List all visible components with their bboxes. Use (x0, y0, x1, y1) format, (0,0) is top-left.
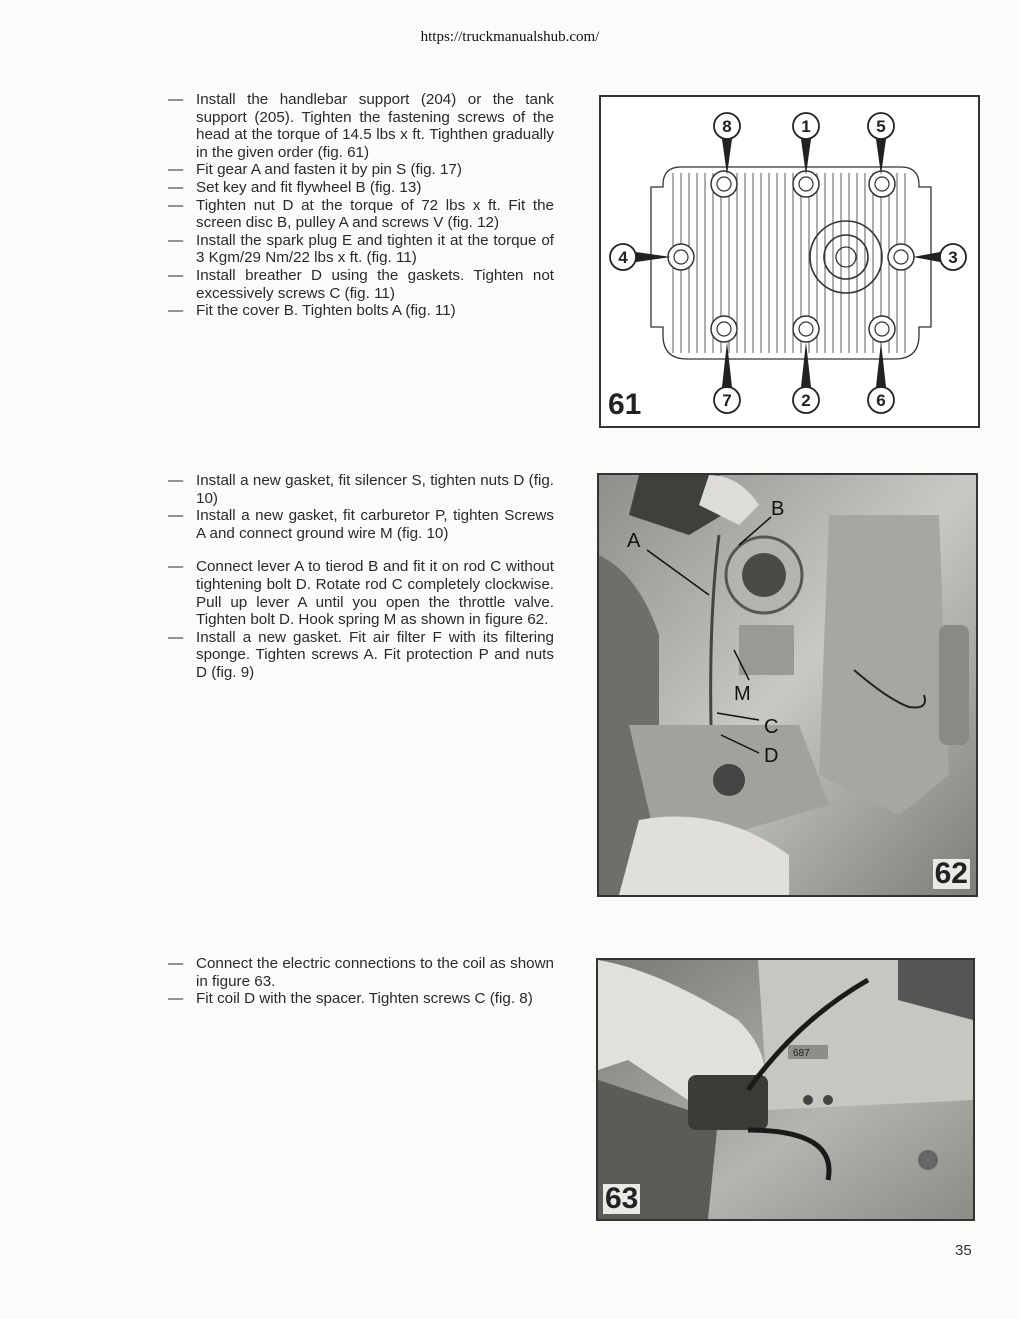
dash: — (168, 955, 184, 972)
bolt-boss (869, 316, 895, 342)
order-marker-6 (868, 342, 894, 413)
order-number: 2 (801, 391, 811, 410)
arrow-icon (801, 342, 811, 387)
list-item (168, 267, 554, 302)
arrow-icon (876, 139, 886, 175)
step-text: Install a new gasket, fit carburetor P, tighten Screws A and connect ground wire M (fig. 10) (196, 507, 554, 542)
step-text: Install the handlebar support (204) or the tank support (205). Tighten the fastening screws of the head at the torque of 14.5 lbs x ft. Tighthen gradually in the given order (fig. 61) (196, 91, 554, 161)
coil-photo (598, 960, 973, 1219)
order-marker-4 (610, 244, 671, 270)
order-marker-5 (868, 113, 894, 175)
steps-cylinder-head (168, 91, 554, 320)
label-m: M (734, 683, 751, 705)
list-item (168, 302, 554, 320)
order-marker-3 (913, 244, 966, 270)
cylinder-head-diagram (601, 97, 978, 426)
step-text: Connect lever A to tierod B and fit it on rod C without tightening bolt D. Rotate rod C completely clockwise. Pull up lever A until you open the throttle valve. Tighten bolt D. Hook spring M as shown in figure 62. (196, 558, 554, 629)
list-item (168, 232, 554, 267)
label-d: D (764, 745, 779, 767)
list-item (168, 161, 554, 179)
order-number: 8 (722, 117, 732, 136)
dash: — (168, 558, 184, 576)
figure-63-coil-photo (596, 958, 975, 1221)
list-item (168, 472, 554, 507)
bolt-boss (869, 171, 895, 197)
order-marker-7 (714, 342, 740, 413)
dash: — (168, 507, 184, 525)
figure-62-carburetor-photo (597, 473, 978, 897)
arrow-icon (722, 139, 732, 175)
dash: — (168, 628, 184, 646)
list-item (168, 179, 554, 197)
bolt-boss (888, 244, 914, 270)
list-item (168, 558, 554, 628)
step-text: Set key and fit flywheel B (fig. 13) (196, 178, 422, 196)
dash: — (168, 178, 184, 196)
bolt-boss (668, 244, 694, 270)
carburetor-photo (599, 475, 976, 895)
dash: — (168, 472, 184, 489)
dash: — (168, 990, 184, 1008)
list-item (168, 955, 554, 990)
list-item (168, 990, 554, 1008)
bolt-boss (711, 171, 737, 197)
dash: — (168, 91, 184, 108)
arrow-icon (913, 252, 940, 262)
step-text: Fit the cover B. Tighten bolts A (fig. 11) (196, 302, 456, 320)
order-marker-2 (793, 342, 819, 413)
list-item (168, 507, 554, 542)
source-url[interactable]: https://truckmanualshub.com/ (420, 29, 600, 45)
dash: — (168, 302, 184, 320)
step-text: Fit gear A and fasten it by pin S (fig. 17) (196, 161, 462, 179)
dash: — (168, 231, 184, 249)
order-number: 6 (876, 391, 886, 410)
step-text: Tighten nut D at the torque of 72 lbs x ft. Fit the screen disc B, pulley A and screws V (fig. 12) (196, 196, 554, 232)
list-item (168, 629, 554, 682)
arrow-icon (636, 252, 671, 262)
figure-number: 63 (605, 1182, 639, 1215)
order-number: 3 (948, 248, 958, 267)
step-text: Install breather D using the gaskets. Tighten not excessively screws C (fig. 11) (196, 266, 554, 302)
figure-number: 61 (608, 388, 642, 421)
order-number: 4 (618, 248, 628, 267)
label-a: A (627, 530, 641, 552)
dash: — (168, 196, 184, 214)
step-text: Install a new gasket. Fit air filter F with its filtering sponge. Tighten screws A. Fit protection P and nuts D (fig. 9) (196, 628, 554, 681)
steps-carburetor (168, 472, 554, 682)
arrow-icon (722, 342, 732, 387)
bolt-boss (793, 316, 819, 342)
dash: — (168, 161, 184, 179)
step-text: Connect the electric connections to the coil as shown in figure 63. (196, 955, 554, 990)
steps-coil (168, 955, 554, 1008)
page-number: 35 (955, 1242, 972, 1259)
order-number: 7 (722, 391, 732, 410)
order-number: 5 (876, 117, 886, 136)
order-marker-8 (714, 113, 740, 175)
figure-61-head-tightening-order (599, 95, 980, 428)
list-item (168, 91, 554, 161)
step-text: Fit coil D with the spacer. Tighten screws C (fig. 8) (196, 990, 533, 1008)
step-text: Install the spark plug E and tighten it at the torque of 3 Kgm/29 Nm/22 lbs x ft. (fig. 11) (196, 231, 554, 267)
bolt-boss (711, 316, 737, 342)
list-item (168, 197, 554, 232)
arrow-icon (801, 139, 811, 175)
plate-text: 687 (793, 1048, 810, 1059)
label-b: B (771, 498, 785, 520)
step-text: Install a new gasket, fit silencer S, tighten nuts D (fig. 10) (196, 472, 554, 507)
dash: — (168, 266, 184, 284)
label-c: C (764, 716, 779, 738)
order-marker-1 (793, 113, 819, 175)
figure-number: 62 (934, 857, 968, 890)
order-number: 1 (801, 117, 811, 136)
arrow-icon (876, 342, 886, 387)
